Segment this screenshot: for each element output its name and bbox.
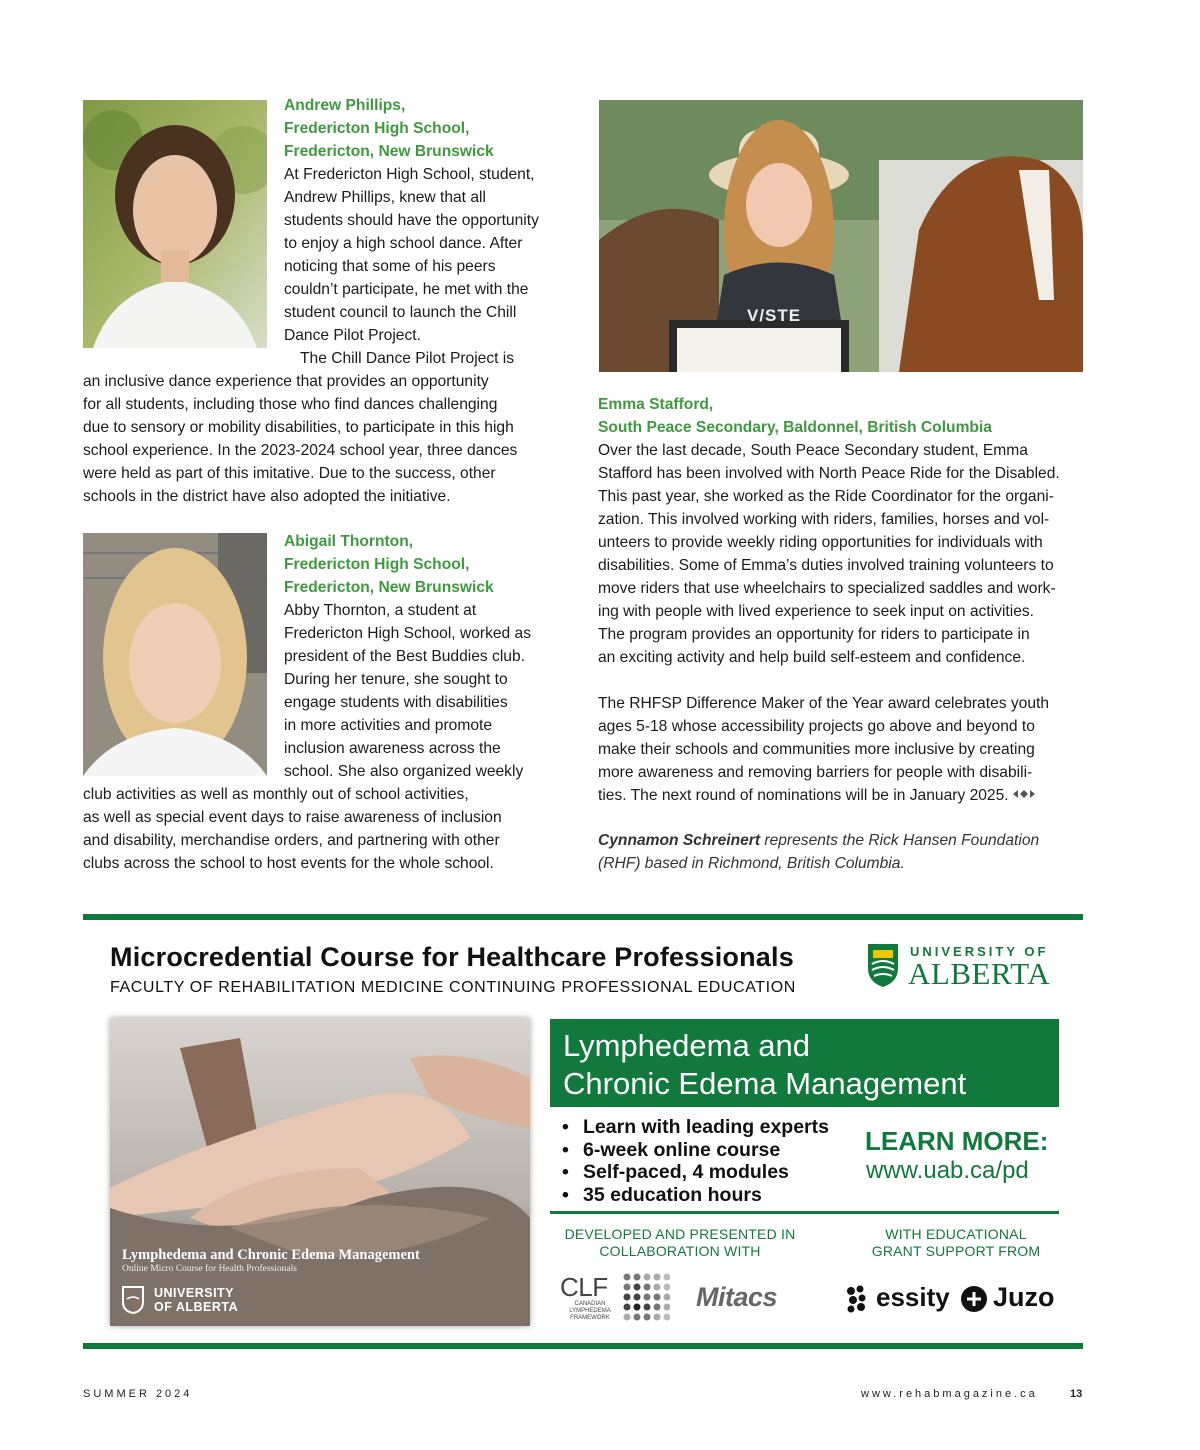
photo-caption-subtitle: Online Micro Course for Health Professionals	[122, 1264, 297, 1274]
text-line: ing with people with lived experience to seek input on activities.	[598, 603, 1035, 620]
andrew-body-wide	[83, 370, 573, 508]
course-url-link[interactable]: www.uab.ca/pd	[866, 1157, 1029, 1184]
emma-stafford-photo	[599, 100, 1083, 372]
text-line: zation. This involved working with riders, families, horses and vol-	[598, 511, 1050, 528]
abigail-thornton-photo	[83, 533, 267, 776]
text-line: due to sensory or mobility disabilities, to participate in this high	[83, 419, 514, 436]
text-line: Fredericton High School, worked as	[284, 625, 532, 642]
ad-divider	[550, 1211, 1059, 1214]
text-line: student council to launch the Chill	[284, 304, 517, 321]
text-line: The Chill Dance Pilot Project is	[300, 350, 515, 367]
abigail-heading-line: Abigail Thornton,	[284, 533, 414, 550]
andrew-body-narrow	[284, 163, 574, 370]
text-line: engage students with disabilities	[284, 694, 508, 711]
university-name-text: ALBERTA	[908, 956, 1051, 991]
text-line: The RHFSP Difference Maker of the Year award celebrates youth	[598, 695, 1050, 712]
mitacs-logo: Mitacs	[696, 1282, 778, 1312]
award-paragraph	[598, 692, 1098, 807]
text-line: students should have the opportunity	[284, 212, 539, 229]
university-top-text: UNIVERSITY OF	[910, 944, 1049, 959]
text-line: Over the last decade, South Peace Secondary student, Emma	[598, 442, 1028, 459]
andrew-heading	[284, 94, 494, 163]
grant-line: WITH EDUCATIONAL	[885, 1226, 1027, 1242]
developed-with-label	[550, 1226, 810, 1260]
text-line: school. She also organized weekly	[284, 763, 524, 780]
text-line: were held as part of this imitative. Due to the success, other	[83, 465, 496, 482]
text-line: clubs across the school to host events for the whole school.	[83, 855, 494, 872]
text-line: couldn’t participate, he met with the	[284, 281, 529, 298]
andrew-heading-line: Andrew Phillips,	[284, 97, 406, 114]
list-item: • 35 education hours	[558, 1184, 829, 1207]
byline-line	[598, 829, 1098, 852]
text-line: Andrew Phillips, knew that all	[284, 189, 486, 206]
text-line: During her tenure, she sought to	[284, 671, 508, 688]
text-line: The program provides an opportunity for riders to participate in	[598, 626, 1030, 643]
text-line: school experience. In the 2023-2024 school year, three dances	[83, 442, 518, 459]
essity-mark-icon	[845, 1285, 871, 1313]
text-line: in more activities and promote	[284, 717, 493, 734]
byline	[598, 829, 1098, 875]
essity-logo	[845, 1282, 955, 1316]
abigail-heading-line: Fredericton, New Brunswick	[284, 579, 494, 596]
text-line	[598, 784, 1098, 807]
emma-body	[598, 439, 1098, 669]
text-line: and disability, merchandise orders, and partnering with other	[83, 832, 500, 849]
text-line: as well as special event days to raise awareness of inclusion	[83, 809, 502, 826]
text-line: to enjoy a high school dance. After	[284, 235, 523, 252]
andrew-phillips-photo	[83, 100, 267, 348]
photo-caption-title: Lymphedema and Chronic Edema Management	[122, 1247, 420, 1263]
text-line: club activities as well as monthly out of school activities,	[83, 786, 469, 803]
university-shield-icon	[866, 942, 900, 988]
course-title-box	[550, 1019, 1059, 1107]
text-line: Stafford has been involved with North Peace Ride for the Disabled.	[598, 465, 1060, 482]
learn-more-label: LEARN MORE:	[865, 1126, 1049, 1156]
text-line: move riders that use wheelchairs to specialized saddles and work-	[598, 580, 1056, 597]
text-line: At Fredericton High School, student,	[284, 166, 535, 183]
text-line-content: ties. The next round of nominations will be in January 2025.	[598, 787, 1009, 804]
juzo-logo-text: Juzo	[993, 1282, 1055, 1312]
clf-dots-icon	[622, 1272, 670, 1324]
page-number: 13	[1070, 1388, 1083, 1400]
text-line: schools in the district have also adopted the initiative.	[83, 488, 451, 505]
andrew-heading-line: Fredericton High School,	[284, 120, 470, 137]
text-line: inclusion awareness across the	[284, 740, 501, 757]
clf-sub-line: CANADIAN	[574, 1301, 606, 1307]
emma-heading	[598, 393, 992, 439]
ad-subtitle: FACULTY OF REHABILITATION MEDICINE CONTINUING PROFESSIONAL EDUCATION	[110, 979, 796, 996]
footer-issue-date: SUMMER 2024	[83, 1388, 193, 1400]
clf-logo-text: CLF	[560, 1272, 608, 1302]
text-line: noticing that some of his peers	[284, 258, 496, 275]
emma-heading-line: Emma Stafford,	[598, 396, 714, 413]
list-item: • Self-paced, 4 modules	[558, 1161, 829, 1184]
ad-top-rule	[83, 914, 1083, 920]
byline-line: (RHF) based in Richmond, British Columbia.	[598, 855, 905, 872]
text-line: ages 5-18 whose accessibility projects go above and beyond to	[598, 718, 1035, 735]
text-line: disabilities. Some of Emma’s duties involved training volunteers to	[598, 557, 1054, 574]
developed-line: COLLABORATION WITH	[599, 1243, 761, 1259]
course-title-line: Chronic Edema Management	[563, 1066, 967, 1101]
text-line: more awareness and removing barriers for people with disabili-	[598, 764, 1033, 781]
ad-title: Microcredential Course for Healthcare Professionals	[110, 942, 794, 972]
end-mark-icon	[1013, 784, 1035, 807]
grant-support-label	[845, 1226, 1067, 1260]
text-line: an inclusive dance experience that provides an opportunity	[83, 373, 489, 390]
byline-text: represents the Rick Hansen Foundation	[760, 832, 1040, 849]
juzo-mark-icon	[960, 1285, 988, 1313]
text-line: make their schools and communities more inclusive by creating	[598, 741, 1035, 758]
photo-university-shield-icon	[122, 1286, 144, 1314]
photo-university-line: OF ALBERTA	[154, 1300, 239, 1314]
text-line: Abby Thornton, a student at	[284, 602, 477, 619]
photo-university-line: UNIVERSITY	[154, 1286, 235, 1300]
abigail-body-wide	[83, 783, 573, 875]
course-title-line: Lymphedema and	[563, 1028, 811, 1063]
university-of-alberta-logo	[866, 942, 1066, 992]
grant-line: GRANT SUPPORT FROM	[871, 1243, 1041, 1259]
text-line: president of the Best Buddies club.	[284, 648, 525, 665]
emma-heading-line: South Peace Secondary, Baldonnel, British Columbia	[598, 419, 992, 436]
abigail-heading	[284, 530, 494, 599]
text-line: Dance Pilot Project.	[284, 327, 421, 344]
clf-logo-subtext	[560, 1301, 620, 1322]
text-line: for all students, including those who find dances challenging	[83, 396, 498, 413]
juzo-logo	[960, 1282, 1070, 1316]
clf-logo	[560, 1272, 672, 1328]
clf-sub-line: FRAMEWORK	[570, 1315, 610, 1321]
text-line: an exciting activity and help build self-esteem and confidence.	[598, 649, 1026, 666]
list-item: • Learn with leading experts	[558, 1116, 829, 1139]
essity-logo-text: essity	[876, 1282, 950, 1312]
byline-name: Cynnamon Schreinert	[598, 832, 761, 849]
list-item: • 6-week online course	[558, 1139, 829, 1162]
abigail-heading-line: Fredericton High School,	[284, 556, 470, 573]
andrew-heading-line: Fredericton, New Brunswick	[284, 143, 494, 160]
ad-bottom-rule	[83, 1343, 1083, 1349]
footer-website: www.rehabmagazine.ca	[861, 1388, 1038, 1400]
text-line: unteers to provide weekly riding opportunities for individuals with	[598, 534, 1043, 551]
lymphedema-course-photo	[110, 1018, 530, 1326]
photo-university-text	[154, 1286, 238, 1314]
course-title	[563, 1027, 966, 1103]
abigail-body-narrow	[284, 599, 574, 783]
clf-sub-line: LYMPHEDEMA	[569, 1308, 611, 1314]
developed-line: DEVELOPED AND PRESENTED IN	[564, 1226, 796, 1242]
course-features-list	[558, 1116, 829, 1206]
text-line: This past year, she worked as the Ride Coordinator for the organi-	[598, 488, 1054, 505]
shirt-text: V/STE	[747, 306, 802, 325]
